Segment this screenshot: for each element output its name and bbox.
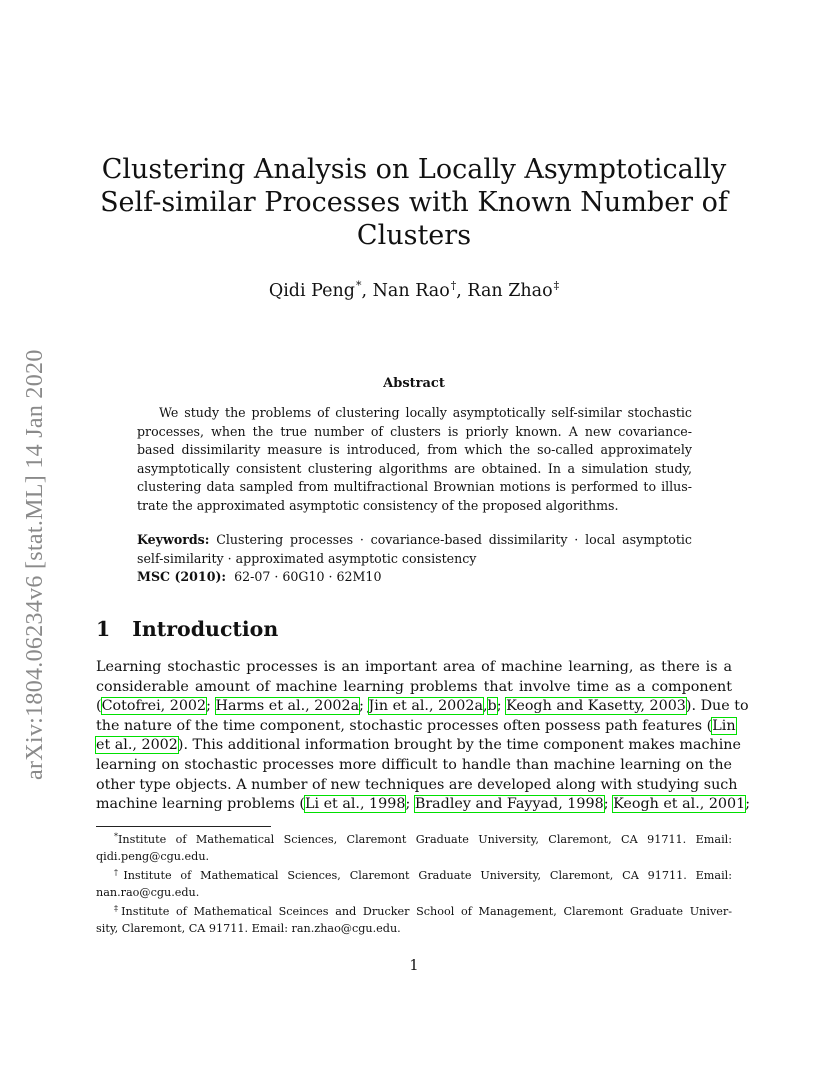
arxiv-identifier-stamp: arXiv:1804.06234v6 [stat.ML] 14 Jan 2020 xyxy=(22,349,48,780)
footnote-line: qidi.peng@cgu.edu. xyxy=(96,849,210,863)
msc-label: MSC (2010): xyxy=(137,569,227,584)
abstract-line: clustering data sampled from multifractional Brownian motions is performed to illus- xyxy=(137,479,692,494)
citation-link[interactable]: Bradley and Fayyad, 1998 xyxy=(414,796,604,813)
citation-link[interactable]: b xyxy=(487,698,497,715)
body-line: considerable amount of machine learning problems that involve time as a component xyxy=(96,678,732,695)
section-title: Introduction xyxy=(132,617,279,641)
keywords-text: Clustering processes · covariance-based dissimilarity · local asymptotic xyxy=(216,532,692,547)
msc-value: 62-07 · 60G10 · 62M10 xyxy=(234,569,382,584)
title-line: Self-similar Processes with Known Number of xyxy=(100,187,728,218)
footnote-mark: † xyxy=(114,868,124,877)
author-footnote-mark[interactable]: * xyxy=(355,279,362,292)
author-name: Ran Zhao xyxy=(467,281,553,301)
body-line: learning on stochastic processes more difficult to handle than machine learning on the xyxy=(96,756,732,773)
text: ; xyxy=(603,796,614,813)
author-footnote-mark[interactable]: ‡ xyxy=(553,279,560,292)
text: the nature of the time component, stochastic processes often possess path features ( xyxy=(96,717,713,734)
keywords-line: self-similarity · approximated asymptotic consistency xyxy=(137,550,477,566)
text: ; xyxy=(496,698,507,715)
author-footnote-mark[interactable]: † xyxy=(450,279,457,292)
keywords-block xyxy=(137,531,692,568)
abstract-line: trate the approximated asymptotic consistency of the proposed algorithms. xyxy=(137,497,619,513)
section-heading-introduction xyxy=(96,617,278,641)
keywords-line xyxy=(137,531,692,550)
body-line xyxy=(96,717,736,737)
section-number: 1 xyxy=(96,617,111,641)
body-line: other type objects. A number of new techniques are developed along with studying such xyxy=(96,776,738,793)
abstract-line: asymptotically consistent clustering algorithms are obtained. In a simulation study, xyxy=(137,460,692,476)
abstract-line: based dissimilarity measure is introduced, from which the so-called approximately xyxy=(137,442,692,457)
citation-link[interactable]: Harms et al., 2002a xyxy=(215,698,360,715)
author-name: Qidi Peng xyxy=(268,281,355,301)
text: ). This additional information brought by the time component makes machine xyxy=(177,737,741,754)
author-separator: , xyxy=(456,281,468,301)
text: ; xyxy=(206,698,216,715)
footnote-divider xyxy=(96,826,271,827)
introduction-paragraph xyxy=(96,658,751,815)
abstract-body xyxy=(137,404,692,515)
body-line xyxy=(96,697,749,717)
footnote-line: nan.rao@cgu.edu. xyxy=(96,885,200,899)
body-line xyxy=(96,795,751,815)
footnotes xyxy=(96,829,732,937)
text: ( xyxy=(96,698,102,715)
author-list xyxy=(96,279,732,301)
author-separator: , xyxy=(361,281,373,301)
author-name: Nan Rao xyxy=(372,281,450,301)
footnote-text: Institute of Mathematical Sciences, Claremont Graduate University, Claremont, CA 91711. Email: xyxy=(123,869,733,882)
text: , xyxy=(482,698,488,715)
keywords-label: Keywords: xyxy=(137,532,210,547)
citation-link[interactable]: Li et al., 1998 xyxy=(304,796,406,813)
body-line xyxy=(96,736,741,756)
footnote-line xyxy=(96,901,732,921)
paper-title xyxy=(96,153,732,252)
citation-link[interactable]: et al., 2002 xyxy=(96,737,178,754)
footnote-line xyxy=(96,829,732,849)
text: ; xyxy=(359,698,369,715)
citation-link[interactable]: Keogh et al., 2001 xyxy=(613,796,746,813)
title-line: Clustering Analysis on Locally Asymptotically xyxy=(101,154,727,185)
abstract-line: We study the problems of clustering locally asymptotically self-similar stochastic xyxy=(159,405,692,420)
footnote-line: sity, Claremont, CA 91711. Email: ran.zhao@cgu.edu. xyxy=(96,921,401,935)
page-number: 1 xyxy=(409,958,419,974)
footnote-mark: * xyxy=(114,832,118,841)
text: ; xyxy=(745,796,751,813)
citation-link[interactable]: Lin xyxy=(712,717,736,734)
text: ; xyxy=(405,796,415,813)
citation-link[interactable]: Cotofrei, 2002 xyxy=(101,698,207,715)
footnote-text: Institute of Mathematical Sciences, Claremont Graduate University, Claremont, CA 91711. Email: xyxy=(118,833,732,846)
footnote-line xyxy=(96,865,732,885)
citation-link[interactable]: Jin et al., 2002a xyxy=(368,698,483,715)
text: ). Due to xyxy=(685,698,749,715)
citation-link[interactable]: Keogh and Kasetty, 2003 xyxy=(506,698,686,715)
title-line: Clusters xyxy=(356,220,472,251)
text: machine learning problems ( xyxy=(96,796,305,813)
abstract-heading: Abstract xyxy=(383,376,445,391)
footnote-mark: ‡ xyxy=(114,904,122,913)
footnote-text: Institute of Mathematical Sceinces and Drucker School of Management, Claremont Graduate Univer- xyxy=(121,905,733,918)
msc-classification xyxy=(137,568,692,587)
abstract-line: processes, when the true number of clusters is priorly known. A new covariance- xyxy=(137,423,692,439)
body-line: Learning stochastic processes is an important area of machine learning, as there is a xyxy=(96,659,732,675)
